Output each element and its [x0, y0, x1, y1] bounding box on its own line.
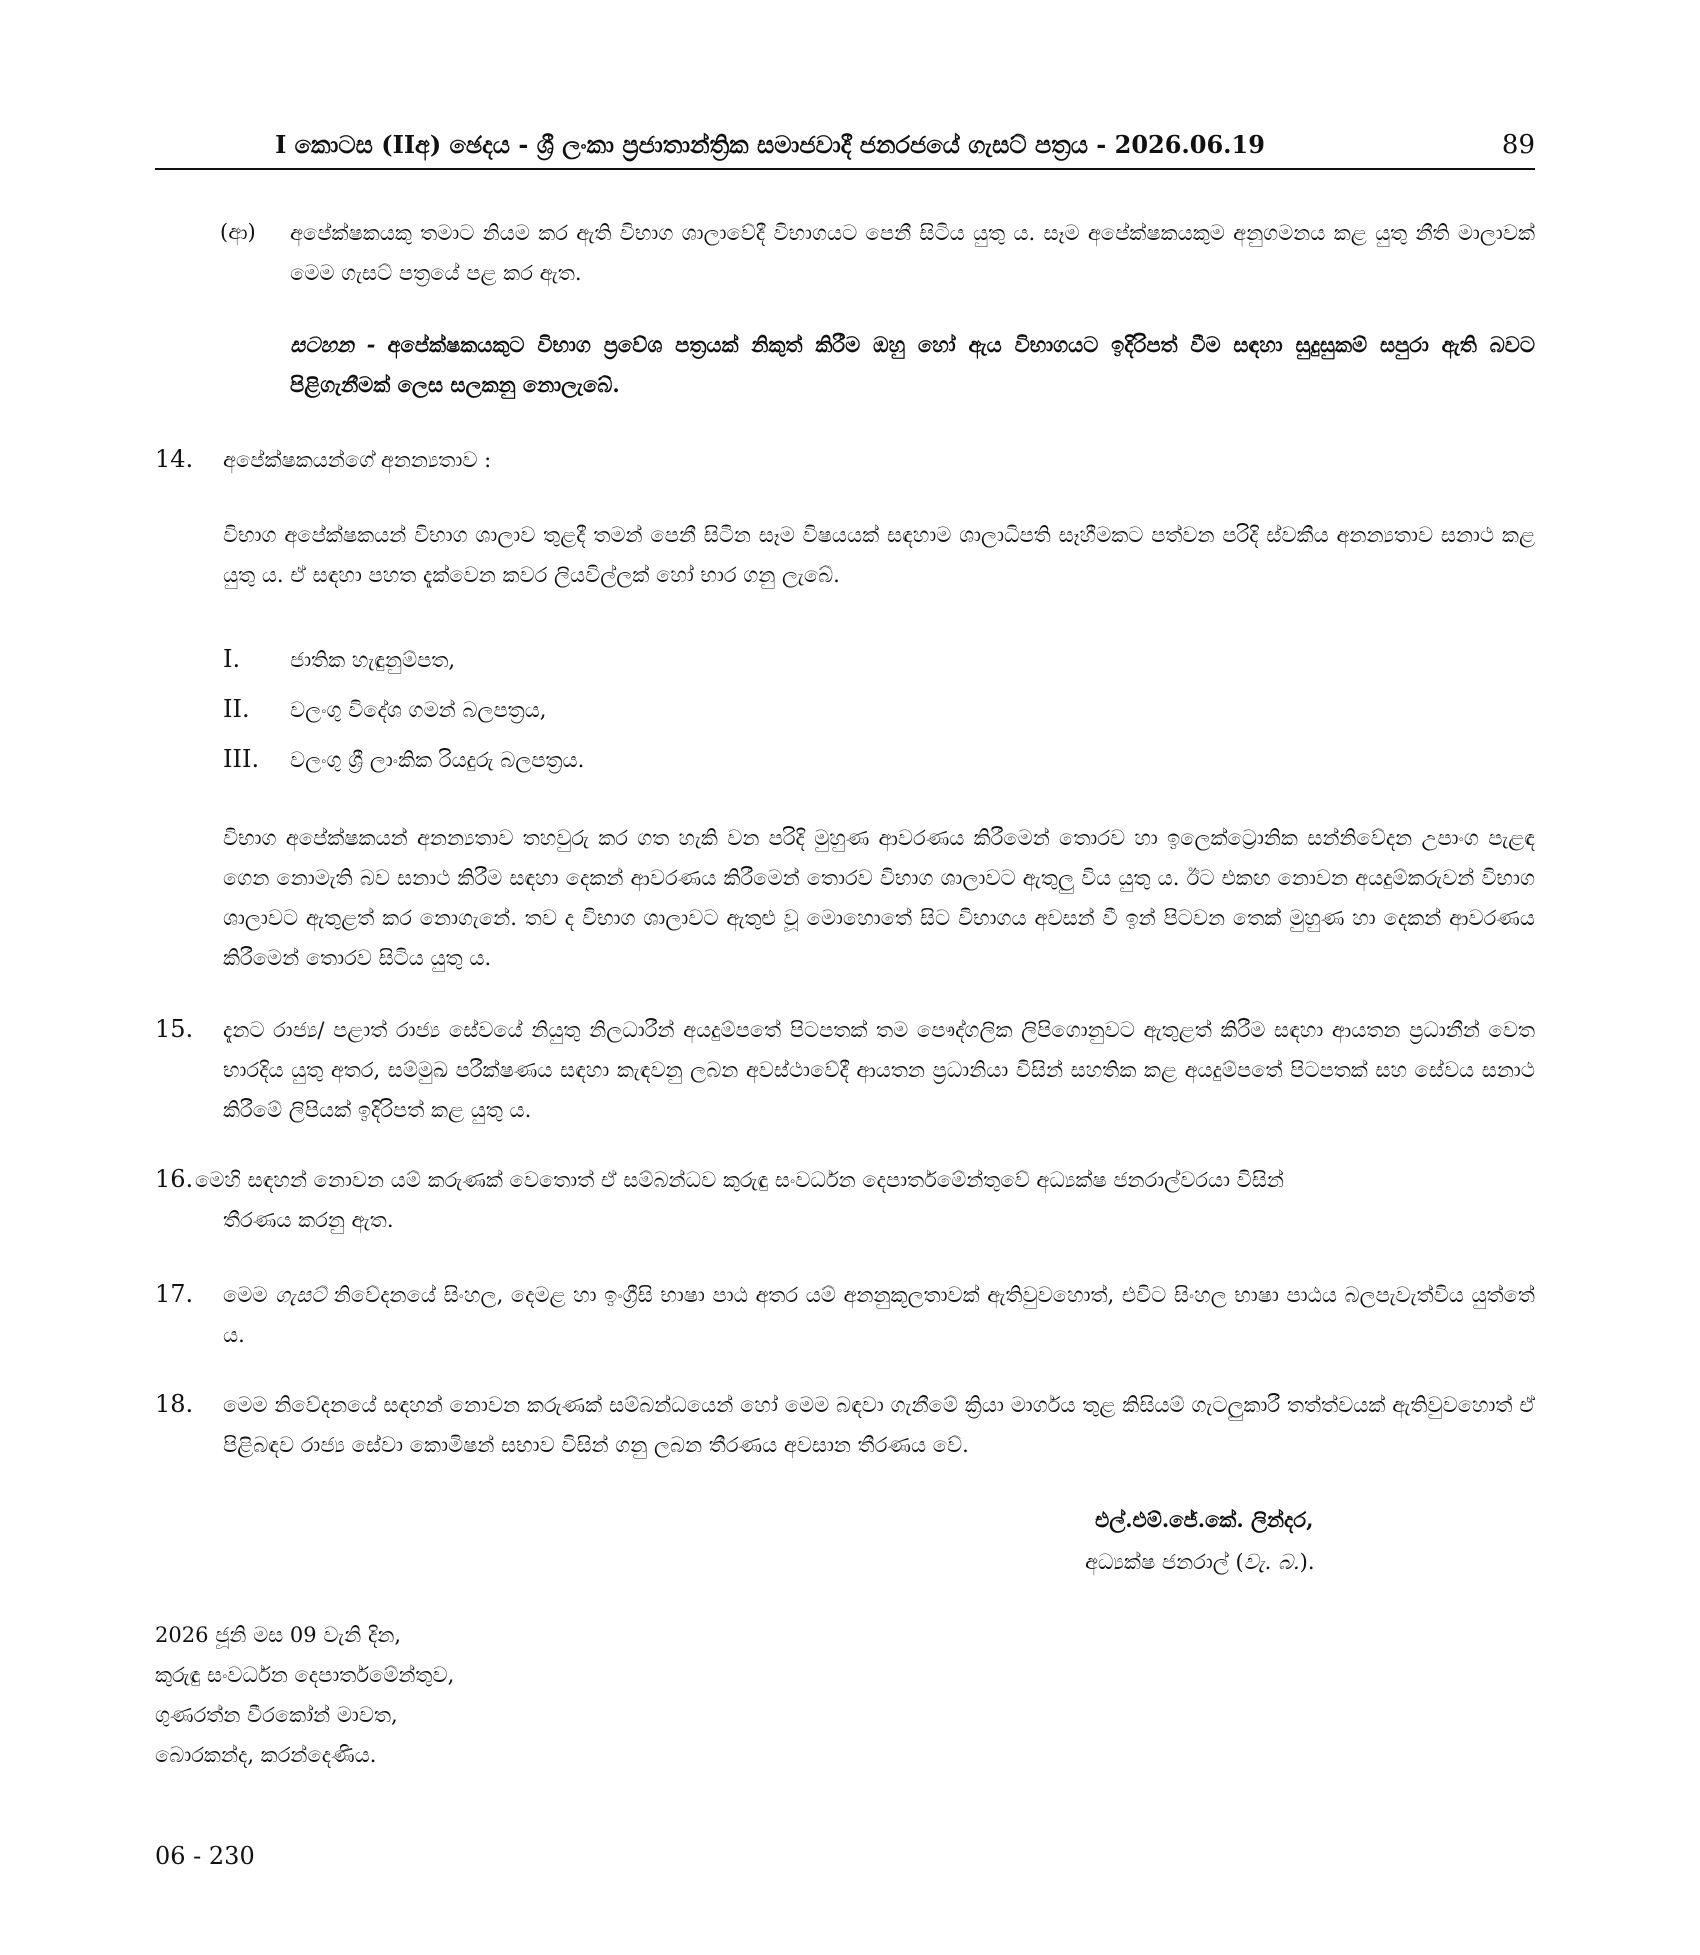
- section-17-text: [223, 1275, 1535, 1355]
- signatory-title-italic: වැ. බ.: [1243, 1550, 1300, 1574]
- section-16-line1: මෙහි සඳහන් නොවන යම් කරුණක් වෙතොත් ඒ සම්බන්ධව කුරුඳු සංවර්ධන දෙපාර්තමේන්තුවේ අධ්‍යක්ෂ ජනරාල්වරයා විසින්: [195, 1168, 1284, 1192]
- list-item-3: වලංගු ශ්‍රී ලාංකික රියදුරු බලපත්‍රය.: [290, 748, 585, 772]
- item-a-note: [290, 325, 1535, 405]
- address-line-2: කුරුඳු සංවර්ධන දෙපාර්තමේන්තුව,: [155, 1663, 455, 1687]
- section-17-text-italic: ගැසට්: [275, 1283, 327, 1307]
- gazette-page: [155, 0, 1535, 1955]
- section-14-para1: විභාග අපේක්ෂකයන් විභාග ශාලාව තුළදී තමන් පෙනී සිටින සෑම විෂයයක් සඳහාම ශාලාධිපති සෑහීමකට පත්වන පරිදි ස්වකීය අනන්‍යතාව සනාථ කළ යුතු ය. ඒ සඳහා පහත දැක්වෙන කවර ලියවිල්ලක් හෝ භාර ගනු ලැබේ.: [223, 523, 1535, 587]
- section-15-number: 15.: [155, 1015, 194, 1043]
- signatory-title-pre: අධ්‍යක්ෂ ජනරාල් (: [1085, 1550, 1244, 1574]
- note-text: අපේක්ෂකයකුට විභාග ප්‍රවේශ පත්‍රයක් නිකුත් කිරීම ඔහු හෝ ඇය විභාගයට ඉදිරිපත් වීම සඳහා සුදුසුකම් සපුරා ඇති බවට පිළිගැනීමක් ලෙස සලකනු නොලැබේ.: [290, 332, 1535, 397]
- address-line-3: ගුණරත්න වීරකෝන් මාවත,: [155, 1703, 398, 1727]
- section-17-text-pre: මෙම: [223, 1283, 268, 1307]
- section-15-text: දැනට රාජ්‍ය/ පළාත් රාජ්‍ය සේවයේ නියුතු නිලධාරීන් අයදුම්පතේ පිටපතක් තම පෞද්ගලික ලිපිගොනුවට ඇතුළත් කිරීම සඳහා ආයතන ප්‍රධානීන් වෙත භාරදිය යුතු අතර, සම්මුඛ පරීක්ෂණය සඳහා කැඳවනු ලබන අවස්ථාවේදී ආයතන ප්‍රධානියා විසින් සහතික කළ අයදුම්පතේ පිටපතක් සහ සේවය සනාථ කිරීමේ ලිපියක් ඉදිරිපත් කළ යුතු ය.: [223, 1018, 1535, 1122]
- signatory-title-post: ).: [1299, 1550, 1315, 1574]
- list-item-1: ජාතික හැඳුනුම්පත,: [290, 648, 456, 672]
- list-marker-2: II.: [223, 695, 250, 723]
- signatory-title: [1085, 1542, 1315, 1582]
- section-17-text-post: නිවේදනයේ සිංහල, දෙමළ හා ඉංග්‍රීසි භාෂා පාඨ අතර යම් අනනුකූලතාවක් ඇතිවුවහොත්, එවිට සිංහල භාෂා පාඨය බලපැවැත්විය යුත්තේ ය.: [223, 1283, 1535, 1347]
- section-17-number: 17.: [155, 1280, 194, 1308]
- section-14-para2: විභාග අපේක්ෂකයන් අනන්‍යතාව තහවුරු කර ගත හැකි වන පරිදි මුහුණ ආවරණය කිරීමෙන් තොරව හා ඉලෙක්ට්‍රොනික සන්නිවේදන උපාංග පැළඳ ගෙන නොමැති බව සනාථ කිරීම සඳහා දෙකන් ආවරණය කිරීමෙන් තොරව විභාග ශාලාවට ඇතුලු විය යුතු ය. ඊට එකඟ නොවන අයදුම්කරුවන් විභාග ශාලාවට ඇතුළත් කර නොගැනේ. තව ද විභාග ශාලාවට ඇතුළු වූ මොහොතේ සිට විභාගය අවසන් වී ඉන් පිටවන තෙක් මුහුණ හා දෙකන් ආවරණය කිරීමෙන් තොරව සිටිය යුතු ය.: [223, 826, 1535, 970]
- section-14-heading: අපේක්ෂකයන්ගේ අනන්‍යතාව :: [223, 448, 492, 472]
- list-item-2: වලංගු විදේශ ගමන් බලපත්‍රය,: [290, 698, 547, 722]
- footer-code: 06 - 230: [155, 1842, 255, 1870]
- section-14-number: 14.: [155, 445, 194, 473]
- item-a-marker: (ආ): [220, 220, 256, 244]
- section-16-number: 16.: [155, 1165, 194, 1193]
- section-18-number: 18.: [155, 1390, 194, 1418]
- list-marker-1: I.: [223, 645, 241, 673]
- header-title: I කොටස (IIඅ) ඡෙදය - ශ්‍රී ලංකා ප්‍රජාතාන්ත්‍රික සමාජවාදී ජනරජයේ ගැසට් පත්‍රය - 2026.06.19: [275, 130, 1265, 159]
- section-18-text: මෙම නිවේදනයේ සඳහන් නොවන කරුණක් සම්බන්ධයෙන් හෝ මෙම බඳවා ගැනීමේ ක්‍රියා මාර්ගය තුළ කිසියම් ගැටලුකාරී තත්ත්වයක් ඇතිවුවහොත් ඒ පිළිබඳව රාජ්‍ය සේවා කොමිෂන් සභාව විසින් ගනු ලබන තීරණය අවසාන තීරණය වේ.: [223, 1393, 1535, 1457]
- page-number: 89: [1501, 130, 1535, 160]
- signatory-name: එල්.එම්.ජේ.කේ. ලින්දර,: [1095, 1507, 1314, 1532]
- address-line-4: බොරකන්ද, කරන්දෙණිය.: [155, 1743, 377, 1767]
- list-marker-3: III.: [223, 745, 260, 773]
- section-16-line2: තීරණය කරනු ඇත.: [223, 1208, 394, 1232]
- page-header: [155, 130, 1535, 170]
- note-label: සටහන -: [290, 332, 376, 357]
- address-block: [155, 1615, 454, 1775]
- address-line-1: 2026 ජූනි මස 09 වැනි දින,: [155, 1623, 402, 1647]
- item-a-text: අපේක්ෂකයකු තමාට නියම කර ඇති විභාග ශාලාවේදී විභාගයට පෙනී සිටිය යුතු ය. සෑම අපේක්ෂකයකුම අනුගමනය කළ යුතු නීති මාලාවක් මෙම ගැසට් පත්‍රයේ පළ කර ඇත.: [290, 221, 1535, 285]
